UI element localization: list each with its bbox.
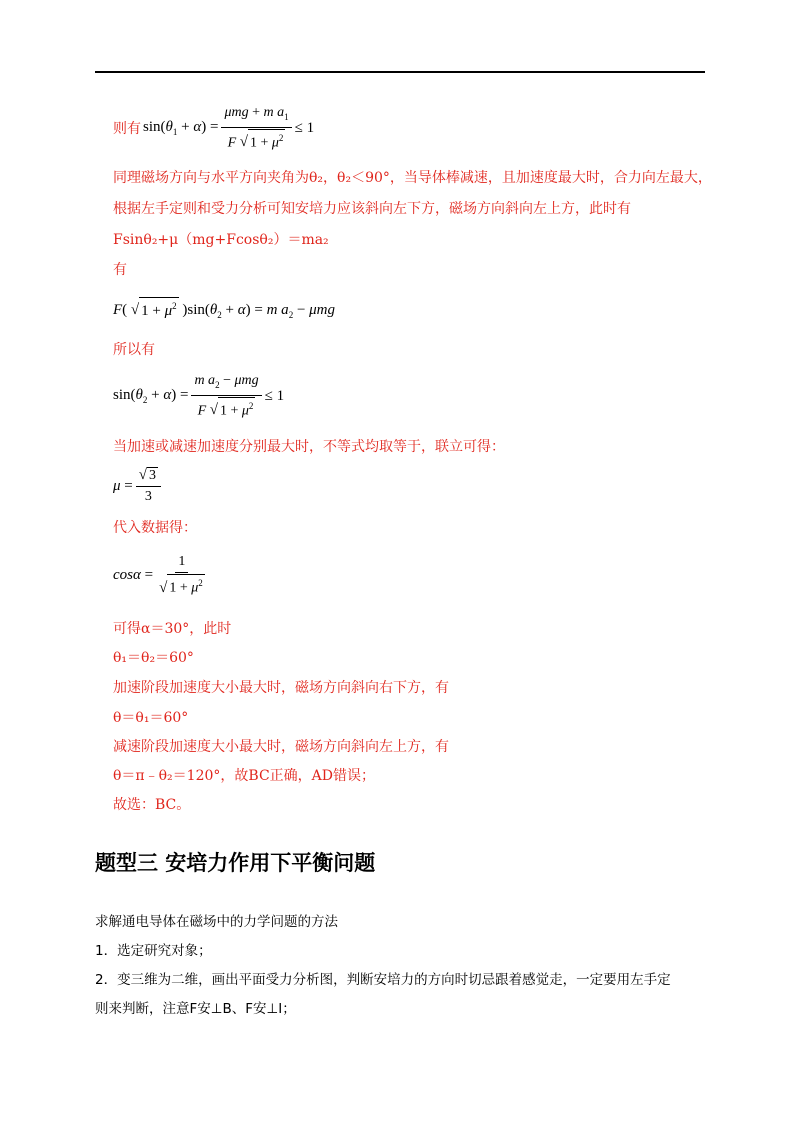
text-line: 代入数据得： <box>113 520 197 536</box>
text-line: 同理磁场方向与水平方向夹角为θ₂，θ₂＜90°，当导体棒减速，且加速度最大时，合力向左最大， <box>113 170 712 186</box>
text-line: 有 <box>113 262 127 278</box>
equation-mu: μ = √ 3 3 <box>113 466 164 506</box>
line-prefix: 则有 <box>113 121 141 138</box>
text-line: Fsinθ₂+μ（mg+Fcosθ₂）＝ma₂ <box>113 232 329 248</box>
equation-force: F( √ $1 + \mu^2$ )$\sin(\theta_2 + \alpha) = m$ $a_2 - \mu mg$ <box>113 297 335 320</box>
text-line: θ＝θ₁＝60° <box>113 710 189 726</box>
equation-cos-alpha: cosα = 1 √ $1 + \mu^2$ <box>113 554 203 596</box>
text-line: 所以有 <box>113 342 155 358</box>
body-line: 1．选定研究对象； <box>95 943 212 959</box>
text-line: 根据左手定则和受力分析可知安培力应该斜向左下方，磁场方向斜向左上方，此时有 <box>113 201 631 217</box>
text-line: 可得α＝30°，此时 <box>113 621 232 637</box>
text-line: 加速阶段加速度大小最大时，磁场方向斜向右下方，有 <box>113 680 449 696</box>
section-heading: 题型三 安培力作用下平衡问题 <box>95 851 376 875</box>
body-line: 求解通电导体在磁场中的力学问题的方法 <box>95 914 338 930</box>
text-line: θ＝π﹣θ₂＝120°，故BC正确，AD错误； <box>113 768 375 784</box>
text-line: 减速阶段加速度大小最大时，磁场方向斜向左上方，有 <box>113 739 449 755</box>
equation-sin-theta2: $\sin(\theta_2 + \alpha)$ = m $a_2 - \mu mg$ F √ $1 + \mu^2$ ≤ 1 <box>113 373 285 419</box>
text-line: 故选：BC。 <box>113 797 191 813</box>
equation-sin-theta1: 则有 $\sin(\theta_1 + \alpha)$ = μmg + m $a_1$ F √ $1 + \mu^2$ ≤ 1 <box>113 105 315 151</box>
text-line: θ₁＝θ₂＝60° <box>113 650 194 666</box>
body-line: 则来判断，注意F安⊥B、F安⊥I； <box>95 1001 296 1017</box>
text-line: 当加速或减速加速度分别最大时，不等式均取等于，联立可得： <box>113 439 505 455</box>
header-rule <box>95 71 705 73</box>
body-line: 2．变三维为二维，画出平面受力分析图，判断安培力的方向时切忌跟着感觉走，一定要用左手定 <box>95 972 671 988</box>
